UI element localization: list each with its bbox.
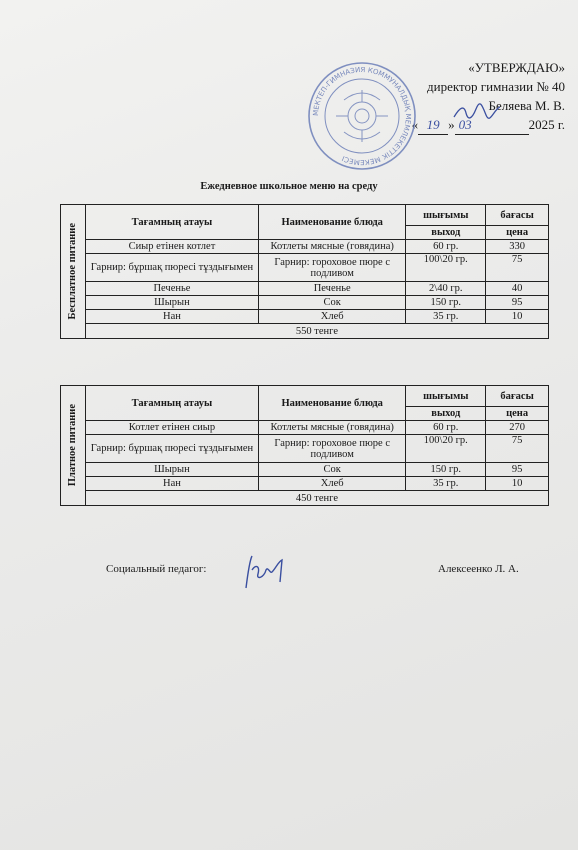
dish-ru: Сок: [258, 296, 405, 310]
approval-day: 19: [418, 115, 448, 135]
footer-name: Алексеенко Л. А.: [438, 563, 519, 575]
table-row: [61, 477, 549, 491]
table-row: [61, 435, 549, 463]
table-row: [61, 254, 549, 282]
footer-role: Социальный педагог:: [106, 563, 207, 575]
col-ru-price: цена: [486, 407, 549, 421]
dish-ru: Гарнир: гороховое пюре с подливом: [258, 435, 405, 463]
approval-month: 03: [455, 115, 529, 135]
dish-kz: Котлет етінен сиыр: [85, 421, 258, 435]
dish-ru: Котлеты мясные (говядина): [258, 240, 405, 254]
dish-kz: Шырын: [85, 296, 258, 310]
col-kz-yield: шығымы: [406, 386, 486, 407]
dish-kz: Гарнир: бұршақ пюресі тұздығымен: [85, 435, 258, 463]
dish-price: 95: [486, 463, 549, 477]
approval-heading: «УТВЕРЖДАЮ»: [468, 60, 565, 75]
dish-price: 330: [486, 240, 549, 254]
director-signature: [452, 103, 502, 121]
table-row: [61, 240, 549, 254]
col-kz-name: Тағамның атауы: [85, 386, 258, 421]
col-ru-price: цена: [486, 226, 549, 240]
free-meal-label: Бесплатное питание: [67, 223, 79, 320]
col-kz-yield: шығымы: [406, 205, 486, 226]
col-kz-price: бағасы: [486, 386, 549, 407]
dish-price: 10: [486, 477, 549, 491]
approval-position: директор гимназии № 40: [427, 79, 565, 94]
dish-yield: 100\20 гр.: [406, 435, 486, 463]
dish-kz: Сиыр етінен котлет: [85, 240, 258, 254]
paid-meal-total: 450 тенге: [85, 491, 548, 506]
dish-kz: Нан: [85, 477, 258, 491]
col-kz-price: бағасы: [486, 205, 549, 226]
table-row: [61, 463, 549, 477]
dish-price: 10: [486, 310, 549, 324]
paid-meal-label: Платное питание: [67, 404, 79, 487]
dish-ru: Хлеб: [258, 477, 405, 491]
col-ru-yield: выход: [406, 407, 486, 421]
dish-yield: 150 гр.: [406, 296, 486, 310]
free-meal-label-cell: [61, 205, 86, 339]
menu-title: Ежедневное школьное меню на среду: [200, 181, 378, 192]
table-row: [61, 296, 549, 310]
dish-yield: 60 гр.: [406, 421, 486, 435]
dish-kz: Печенье: [85, 282, 258, 296]
dish-ru: Котлеты мясные (говядина): [258, 421, 405, 435]
col-ru-yield: выход: [406, 226, 486, 240]
dish-kz: Нан: [85, 310, 258, 324]
free-meal-table: [60, 204, 549, 339]
table-row: [61, 310, 549, 324]
approval-year: 2025 г.: [528, 117, 565, 132]
dish-yield: 35 гр.: [406, 477, 486, 491]
pedagogue-signature: [238, 552, 288, 592]
dish-ru: Хлеб: [258, 310, 405, 324]
table-row: [61, 421, 549, 435]
dish-ru: Гарнир: гороховое пюре с подливом: [258, 254, 405, 282]
dish-price: 40: [486, 282, 549, 296]
dish-price: 270: [486, 421, 549, 435]
dish-kz: Шырын: [85, 463, 258, 477]
free-meal-total: 550 тенге: [85, 324, 548, 339]
dish-yield: 2\40 гр.: [406, 282, 486, 296]
dish-ru: Сок: [258, 463, 405, 477]
paid-meal-table: [60, 385, 549, 506]
col-ru-name: Наименование блюда: [258, 386, 405, 421]
dish-yield: 35 гр.: [406, 310, 486, 324]
dish-ru: Печенье: [258, 282, 405, 296]
svg-text:МЕКТЕП-ГИМНАЗИЯ КОММУНАЛДЫҚ МЕ: МЕКТЕП-ГИМНАЗИЯ КОММУНАЛДЫҚ МЕМЛЕКЕТТІК МЕКЕМЕСІ: [311, 65, 413, 167]
official-seal: [306, 60, 418, 172]
dish-yield: 100\20 гр.: [406, 254, 486, 282]
dish-price: 75: [486, 254, 549, 282]
dish-price: 95: [486, 296, 549, 310]
col-ru-name: Наименование блюда: [258, 205, 405, 240]
approval-director: Беляева М. В.: [488, 98, 565, 113]
col-kz-name: Тағамның атауы: [85, 205, 258, 240]
dish-yield: 150 гр.: [406, 463, 486, 477]
approval-block: [395, 58, 565, 135]
dish-price: 75: [486, 435, 549, 463]
approval-date: « 19 » 03 2025 г.: [395, 115, 565, 135]
table-row: [61, 282, 549, 296]
dish-kz: Гарнир: бұршақ пюресі тұздығымен: [85, 254, 258, 282]
dish-yield: 60 гр.: [406, 240, 486, 254]
paid-meal-label-cell: [61, 386, 86, 506]
